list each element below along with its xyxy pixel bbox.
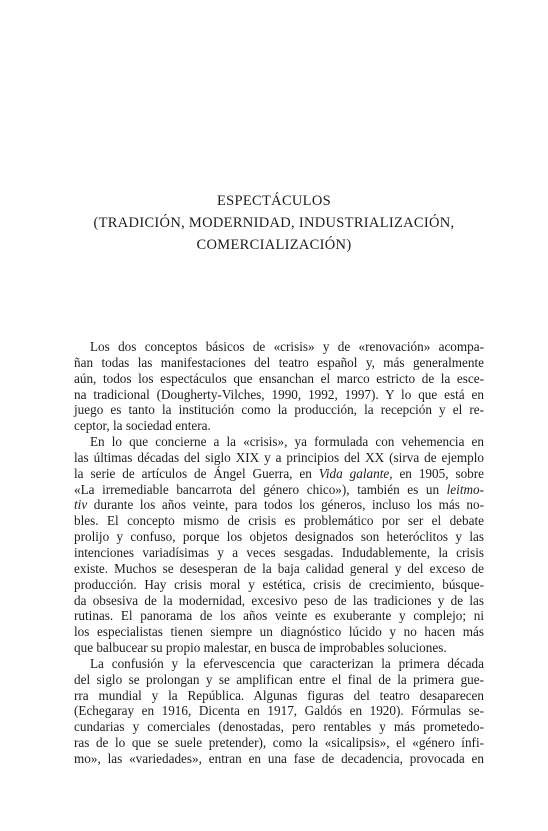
heading-line-3: COMERCIALIZACIÓN) xyxy=(196,237,352,253)
body-line: existe. Muchos se desesperan de la baja calidad general y del exceso de xyxy=(74,560,484,576)
body-line: producción. Hay crisis moral y estética, crisis de crecimiento, búsque- xyxy=(74,576,484,592)
heading-line-1: ESPECTÁCULOS xyxy=(217,193,331,209)
body-line: los especialistas tienen siempre un diagnóstico lúcido y no hacen más xyxy=(74,624,484,640)
body-line: las últimas décadas del siglo XIX y a principios del XX (sirva de ejemplo xyxy=(74,449,484,465)
body-line: La confusión y la efervescencia que caracterizan la primera década xyxy=(90,655,484,671)
body-line: ras de lo que se suele pretender), como la «sicalipsis», el «género ínfi- xyxy=(74,735,484,751)
body-line: bles. El concepto mismo de crisis es problemático por ser el debate xyxy=(74,513,484,529)
body-line: na tradicional (Dougherty-Vilches, 1990, 1992, 1997). Y lo que está en xyxy=(74,386,484,402)
body-line xyxy=(74,482,484,498)
body-line: que balbucear su propio malestar, en busca de improbables soluciones. xyxy=(74,640,447,656)
body-line: ñan todas las manifestaciones del teatro español y, más generalmente xyxy=(74,354,484,370)
body-line-part: la serie de artículos de Ángel Guerra, en xyxy=(74,465,319,481)
body-text xyxy=(74,339,484,767)
italic-term: tiv xyxy=(74,497,88,513)
body-line xyxy=(74,497,484,513)
body-line-part: durante los años veinte, para todos los géneros, incluso los más no- xyxy=(87,497,484,513)
body-line: del siglo se prolongan y se amplifican entre el final de la primera gue- xyxy=(74,671,484,687)
body-line: ceptor, la sociedad entera. xyxy=(74,418,211,434)
body-line-part: en 1905, sobre xyxy=(392,465,485,481)
heading-line-2: (TRADICIÓN, MODERNIDAD, INDUSTRIALIZACIÓN, xyxy=(93,215,455,231)
body-line: (Echegaray en 1916, Dicenta en 1917, Galdós en 1920). Fórmulas se- xyxy=(74,703,484,719)
body-line xyxy=(74,466,484,482)
italic-term: leitmo- xyxy=(446,481,484,497)
body-line: juego es tanto la institución como la producción, la recepción y el re- xyxy=(74,402,484,418)
body-line: intenciones variadísimas y a veces sesgadas. Indudablemente, la crisis xyxy=(74,544,484,560)
body-line: En lo que concierne a la «crisis», ya formulada con vehemencia en xyxy=(90,434,484,450)
italic-title: Vida galante, xyxy=(318,465,393,481)
body-line: rra mundial y la República. Algunas figuras del teatro desaparecen xyxy=(74,687,484,703)
body-line: aún, todos los espectáculos que ensanchan el marco estricto de la esce- xyxy=(74,370,484,386)
body-line: cundarias y comerciales (denostadas, pero rentables y más prometedo- xyxy=(74,719,484,735)
body-line: Los dos conceptos básicos de «crisis» y de «renovación» acompa- xyxy=(90,339,484,354)
body-line-part: «La irremediable bancarrota del género chico»), también es un xyxy=(74,481,447,497)
body-line: mo», las «variedades», entran en una fase de decadencia, provocada en xyxy=(74,750,484,766)
body-line: prolijo y confuso, porque los objetos designados son heteróclitos y las xyxy=(74,529,484,545)
chapter-heading xyxy=(60,190,488,256)
body-line: rutinas. El panorama de los años veinte es exuberante y complejo; ni xyxy=(74,608,484,624)
body-line: da obsesiva de la modernidad, excesivo peso de las tradiciones y de las xyxy=(74,592,484,608)
